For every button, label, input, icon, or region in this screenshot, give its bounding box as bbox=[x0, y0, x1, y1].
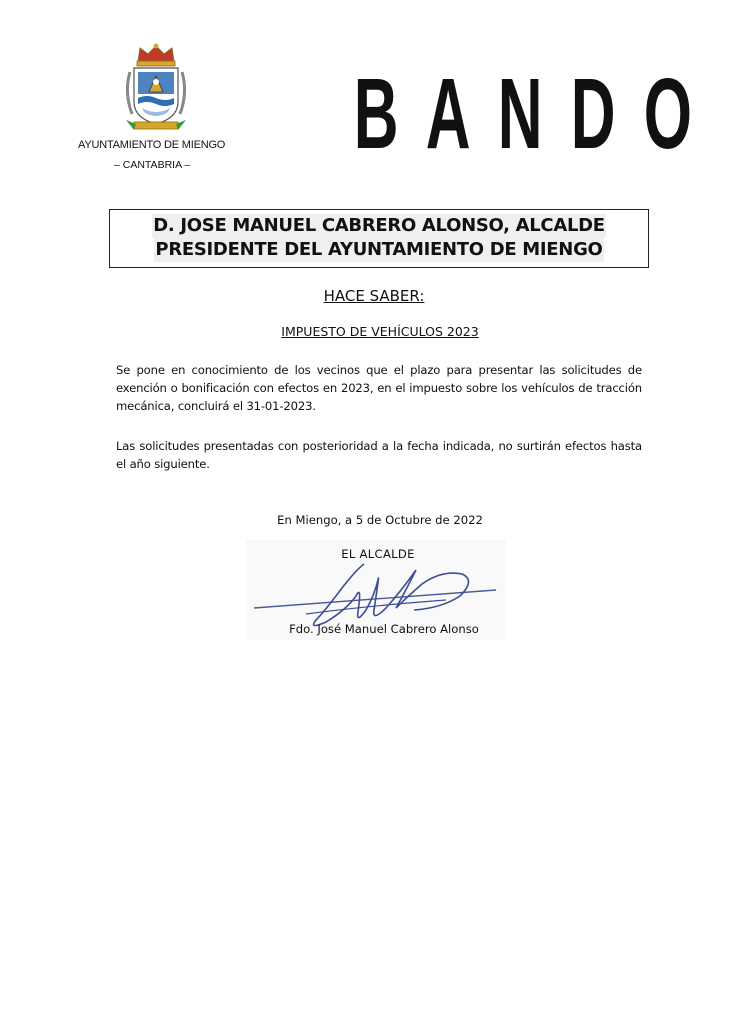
announcement-heading: HACE SABER: bbox=[323, 287, 425, 305]
organization-name: AYUNTAMIENTO DE MIENGO bbox=[78, 139, 226, 151]
body-paragraph: Se pone en conocimiento de los vecinos que el plazo para presentar las solicitudes de exención o bonificación con efectos en 2023, en el impuesto sobre los vehículos de tracción mecánica, concluirá el 31-01-2023. bbox=[116, 363, 642, 413]
heading-letter: D bbox=[570, 57, 616, 170]
place-and-date: En Miengo, a 5 de Octubre de 2022 bbox=[277, 513, 483, 527]
municipal-coat-of-arms-icon bbox=[120, 42, 192, 134]
heading-letter: A bbox=[425, 57, 471, 170]
document-heading bbox=[340, 56, 692, 171]
signatory-name: Fdo. José Manuel Cabrero Alonso bbox=[289, 622, 479, 636]
title-line-1: D. JOSE MANUEL CABRERO ALONSO, ALCALDE bbox=[153, 215, 605, 236]
heading-letter: B bbox=[353, 57, 399, 170]
subject-heading: IMPUESTO DE VEHÍCULOS 2023 bbox=[281, 324, 479, 339]
body-paragraph: Las solicitudes presentadas con posterioridad a la fecha indicada, no surtirán efectos hasta el año siguiente. bbox=[116, 439, 642, 471]
heading-letter: O bbox=[643, 57, 692, 170]
title-line-2: PRESIDENTE DEL AYUNTAMIENTO DE MIENGO bbox=[155, 239, 603, 260]
organization-region: – CANTABRIA – bbox=[114, 159, 191, 171]
title-box bbox=[109, 209, 649, 268]
mayor-title: EL ALCALDE bbox=[341, 547, 415, 561]
heading-letter: N bbox=[498, 57, 543, 170]
